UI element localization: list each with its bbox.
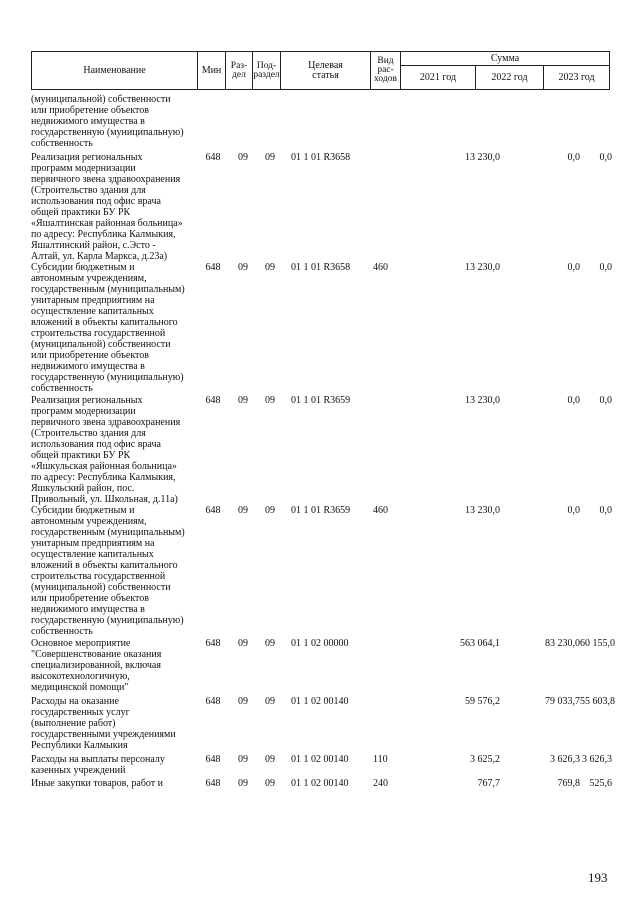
row-name-line: Иные закупки товаров, работ и	[31, 778, 164, 789]
row-name-line: казенных учреждений	[31, 765, 126, 776]
cell-2021: 13 230,0	[465, 262, 500, 273]
cell-2021: 59 576,2	[465, 696, 500, 707]
row-name	[31, 94, 203, 149]
row-name-line: Субсидии бюджетным и	[31, 262, 135, 273]
cell-2022: 0,0	[567, 505, 580, 516]
header-vid-line: Вид	[377, 56, 394, 66]
row-name-line: автономным учреждениям,	[31, 273, 147, 284]
row-name-line: вложений в объекты капитального	[31, 560, 178, 571]
header-podrazdel-line: раздел	[253, 69, 280, 80]
header-vid	[371, 52, 401, 90]
cell-2022: 83 230,0	[545, 638, 580, 649]
cell-vid: 460	[373, 505, 388, 516]
header-podrazdel-line: Под-	[256, 60, 277, 71]
row-name-line: недвижимого имущества в	[31, 116, 145, 127]
cell-podrazdel: 09	[265, 696, 275, 707]
row-name-line: государственным (муниципальным)	[31, 527, 185, 538]
cell-min: 648	[205, 395, 221, 406]
cell-podrazdel: 09	[265, 754, 275, 765]
row-name-line: (муниципальной) собственности	[31, 582, 171, 593]
cell-2021: 13 230,0	[465, 505, 500, 516]
row-name-line: государственным (муниципальным)	[31, 284, 185, 295]
row-name-line: осуществление капитальных	[31, 549, 154, 560]
header-vid-line: рас-	[377, 65, 394, 75]
page-number: 193	[588, 870, 608, 885]
row-name-line: медицинской помощи"	[31, 682, 129, 693]
row-name-line: Республики Калмыкия	[31, 740, 128, 751]
table-body	[31, 94, 616, 791]
header-target-line: Целевая	[308, 59, 343, 71]
row-name-line: унитарным предприятиям на	[31, 538, 155, 549]
row-name-line: недвижимого имущества в	[31, 361, 145, 372]
row-name-line: недвижимого имущества в	[31, 604, 145, 615]
cell-min: 648	[205, 262, 221, 273]
row-name-line: государственную (муниципальную)	[31, 127, 184, 138]
row-name-line: Реализация региональных	[31, 395, 143, 406]
row-name-line: общей практики БУ РК	[31, 207, 131, 218]
row-name-line: (выполнение работ)	[31, 718, 116, 729]
row-name-line: Реализация региональных	[31, 152, 143, 163]
row-name-line: Яшкульский район, пос.	[31, 483, 135, 494]
cell-razdel: 09	[238, 778, 248, 789]
cell-target: 01 1 01 R3659	[291, 395, 351, 406]
header-podrazdel	[253, 52, 281, 90]
cell-2023: 0,0	[599, 152, 612, 163]
header-vid-line: ходов	[374, 74, 397, 84]
row-name	[31, 262, 203, 394]
header-target-line: статья	[312, 69, 339, 81]
cell-2021: 767,7	[477, 778, 500, 789]
header-razdel-line: дел	[232, 69, 246, 80]
cell-razdel: 09	[238, 696, 248, 707]
row-name-line: или приобретение объектов	[31, 350, 150, 361]
header-razdel	[226, 52, 253, 90]
row-name-line: первичного звена здравоохранения	[31, 174, 181, 185]
cell-2023: 525,6	[589, 778, 612, 789]
cell-podrazdel: 09	[265, 778, 275, 789]
cell-min: 648	[205, 152, 221, 163]
row-name-line: общей практики БУ РК	[31, 450, 131, 461]
row-name-line: вложений в объекты капитального	[31, 317, 178, 328]
cell-min: 648	[205, 505, 221, 516]
cell-razdel: 09	[238, 638, 248, 649]
cell-2023: 0,0	[599, 262, 612, 273]
row-name	[31, 754, 203, 776]
cell-2022: 79 033,7	[545, 696, 580, 707]
table-row	[31, 696, 616, 751]
row-name-line: специализированной, включая	[31, 660, 161, 671]
row-name-line: государственными учреждениями	[31, 729, 176, 740]
header-2021: 2021 год	[401, 66, 476, 90]
row-name	[31, 152, 203, 262]
row-name-line: использования под офис врача	[31, 439, 161, 450]
row-name-line: «Яшкульская районная больница»	[31, 461, 177, 472]
header-name: Наименование	[32, 52, 198, 90]
cell-2023: 0,0	[599, 505, 612, 516]
row-name-line: государственных услуг	[31, 707, 130, 718]
header-2023: 2023 год	[544, 66, 610, 90]
cell-min: 648	[205, 754, 221, 765]
row-name-line: программ модернизации	[31, 406, 136, 417]
row-name	[31, 638, 203, 693]
row-name-line: государственную (муниципальную)	[31, 615, 184, 626]
cell-target: 01 1 02 00140	[291, 778, 349, 789]
table-row	[31, 152, 616, 262]
cell-target: 01 1 01 R3658	[291, 262, 351, 273]
row-name	[31, 696, 203, 751]
row-name-line: (Строительство здания для	[31, 185, 146, 196]
cell-razdel: 09	[238, 152, 248, 163]
header-sum: Сумма	[401, 52, 610, 66]
cell-vid: 460	[373, 262, 388, 273]
row-name-line: Основное мероприятие	[31, 638, 131, 649]
cell-podrazdel: 09	[265, 262, 275, 273]
row-name-line: строительства государственной	[31, 328, 166, 339]
table-row	[31, 778, 616, 789]
cell-razdel: 09	[238, 505, 248, 516]
row-name-line: (муниципальной) собственности	[31, 94, 171, 105]
cell-2022: 769,8	[557, 778, 580, 789]
row-name-line: собственность	[31, 138, 93, 149]
cell-2021: 3 625,2	[470, 754, 500, 765]
cell-podrazdel: 09	[265, 505, 275, 516]
row-name-line: Расходы на оказание	[31, 696, 119, 707]
row-name-line: высокотехнологичную,	[31, 671, 130, 682]
row-name-line: осуществление капитальных	[31, 306, 154, 317]
row-name-line: или приобретение объектов	[31, 593, 150, 604]
cell-2021: 13 230,0	[465, 152, 500, 163]
row-name-line: программ модернизации	[31, 163, 136, 174]
row-name-line: Алтай, ул. Карла Маркса, д.23а)	[31, 251, 168, 262]
table-row	[31, 94, 616, 149]
row-name-line: по адресу: Республика Калмыкия,	[31, 472, 176, 483]
table-row	[31, 754, 616, 776]
cell-2023: 3 626,3	[582, 754, 612, 765]
row-name-line: унитарным предприятиям на	[31, 295, 155, 306]
table-row	[31, 505, 616, 637]
table-row	[31, 638, 616, 693]
cell-target: 01 1 01 R3658	[291, 152, 351, 163]
row-name-line: Субсидии бюджетным и	[31, 505, 135, 516]
row-name-line: первичного звена здравоохранения	[31, 417, 181, 428]
row-name-line: собственность	[31, 626, 93, 637]
row-name-line: по адресу: Республика Калмыкия,	[31, 229, 176, 240]
cell-2022: 0,0	[567, 395, 580, 406]
cell-target: 01 1 02 00140	[291, 754, 349, 765]
header-2022: 2022 год	[476, 66, 544, 90]
table-row	[31, 395, 616, 505]
row-name-line: Расходы на выплаты персоналу	[31, 754, 165, 765]
row-name	[31, 778, 203, 789]
header-min: Мин	[198, 52, 226, 90]
row-name-line: «Яшалтинская районная больница»	[31, 218, 183, 229]
row-name-line: строительства государственной	[31, 571, 166, 582]
row-name	[31, 395, 203, 505]
cell-vid: 110	[373, 754, 388, 765]
cell-min: 648	[205, 638, 221, 649]
row-name-line: Яшалтинский район, с.Эсто -	[31, 240, 156, 251]
cell-podrazdel: 09	[265, 395, 275, 406]
cell-vid: 240	[373, 778, 388, 789]
row-name-line: государственную (муниципальную)	[31, 372, 184, 383]
cell-podrazdel: 09	[265, 152, 275, 163]
row-name-line: использования под офис врача	[31, 196, 161, 207]
cell-razdel: 09	[238, 395, 248, 406]
row-name	[31, 505, 203, 637]
cell-2022: 0,0	[567, 152, 580, 163]
cell-2022: 3 626,3	[550, 754, 580, 765]
table-row	[31, 262, 616, 394]
row-name-line: Привольный, ул. Школьная, д.11а)	[31, 494, 178, 505]
cell-target: 01 1 02 00000	[291, 638, 349, 649]
cell-target: 01 1 01 R3659	[291, 505, 351, 516]
cell-target: 01 1 02 00140	[291, 696, 349, 707]
cell-razdel: 09	[238, 754, 248, 765]
cell-2023: 60 155,0	[580, 638, 615, 649]
cell-2022: 0,0	[567, 262, 580, 273]
cell-podrazdel: 09	[265, 638, 275, 649]
table-header	[31, 51, 610, 90]
header-razdel-line: Раз-	[230, 60, 248, 71]
row-name-line: "Совершенствование оказания	[31, 649, 162, 660]
row-name-line: (Строительство здания для	[31, 428, 146, 439]
header-target	[281, 52, 371, 90]
cell-min: 648	[205, 696, 221, 707]
cell-2021: 563 064,1	[460, 638, 500, 649]
row-name-line: автономным учреждениям,	[31, 516, 147, 527]
cell-razdel: 09	[238, 262, 248, 273]
row-name-line: (муниципальной) собственности	[31, 339, 171, 350]
cell-min: 648	[205, 778, 221, 789]
cell-2021: 13 230,0	[465, 395, 500, 406]
cell-2023: 0,0	[599, 395, 612, 406]
cell-2023: 55 603,8	[580, 696, 615, 707]
row-name-line: собственность	[31, 383, 93, 394]
row-name-line: или приобретение объектов	[31, 105, 150, 116]
